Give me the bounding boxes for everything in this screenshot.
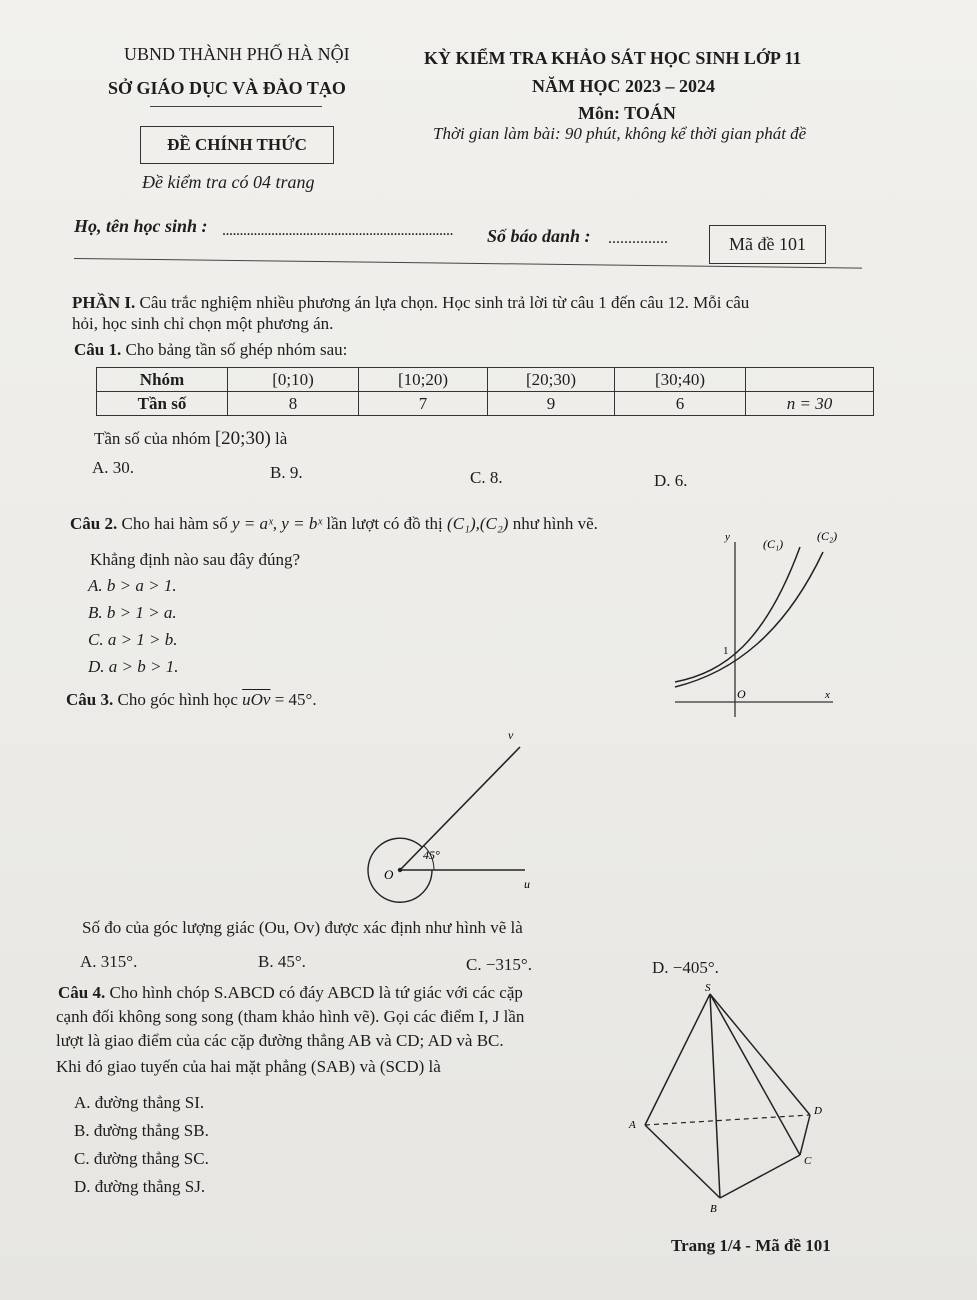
q1-question: Tần số của nhóm [20;30) là — [94, 428, 288, 449]
table-cell: Nhóm — [97, 368, 228, 392]
edge-ad-hidden — [645, 1115, 810, 1125]
one-label: 1 — [723, 645, 729, 657]
q1-option-c[interactable]: C. 8. — [470, 468, 503, 487]
subject: Môn: TOÁN — [578, 103, 676, 123]
frequency-table — [96, 367, 874, 416]
angle-label: 45° — [423, 848, 440, 862]
table-cell: 8 — [228, 392, 359, 416]
origin-point — [398, 868, 402, 872]
q2-option-c[interactable]: C. a > 1 > b. — [88, 630, 178, 649]
exponential-graph — [665, 522, 845, 722]
q4-option-b[interactable]: B. đường thẳng SB. — [74, 1121, 209, 1140]
page-footer: Trang 1/4 - Mã đề 101 — [671, 1236, 831, 1255]
candidate-number-field: ............... — [608, 230, 668, 247]
q1-option-d[interactable]: D. 6. — [654, 471, 688, 490]
table-cell: 7 — [359, 392, 488, 416]
header-underline — [150, 106, 322, 107]
q2-option-b[interactable]: B. b > 1 > a. — [88, 603, 177, 622]
part1-intro-line2: hỏi, học sinh chỉ chọn một phương án. — [72, 314, 334, 333]
q3-option-d[interactable]: D. −405°. — [652, 958, 719, 977]
school-year: NĂM HỌC 2023 – 2024 — [532, 76, 715, 96]
edge-sd — [710, 994, 810, 1115]
table-cell: Tần số — [97, 392, 228, 416]
part1-intro: PHẦN I. Câu trắc nghiệm nhiều phương án lựa chọn. Học sinh trả lời từ câu 1 đến câu 12. Mỗi câu — [72, 293, 750, 312]
q2-option-d[interactable]: D. a > b > 1. — [88, 657, 179, 676]
d-label: D — [814, 1105, 822, 1117]
q4-line-2: cạnh đối không song song (tham khảo hình vẽ). Gọi các điểm I, J lần — [56, 1007, 525, 1026]
student-name-field: .................................................................. — [222, 222, 453, 239]
q3-question: Số đo của góc lượng giác (Ou, Ov) được xác định như hình vẽ là — [82, 918, 523, 937]
edge-cd — [800, 1115, 810, 1155]
table-cell: 6 — [615, 392, 746, 416]
ray-ov — [400, 747, 520, 870]
q4-line-1: Câu 4. Cho hình chóp S.ABCD có đáy ABCD là tứ giác với các cặp — [58, 983, 523, 1002]
q4-line-3: lượt là giao điểm của các cặp đường thẳng AB và CD; AD và BC. — [56, 1031, 504, 1050]
q1-text: Câu 1. Cho bảng tần số ghép nhóm sau: — [74, 340, 348, 359]
q2-text: Câu 2. Cho hai hàm số y = aˣ, y = bˣ lần lượt có đồ thị (C₁),(C₂) như hình vẽ. — [70, 514, 598, 533]
curve-c2 — [675, 552, 823, 687]
q1-option-a[interactable]: A. 30. — [92, 458, 135, 477]
table-cell: 9 — [488, 392, 615, 416]
q3-option-c[interactable]: C. −315°. — [466, 955, 532, 974]
edge-bc — [720, 1155, 800, 1198]
a-label: A — [629, 1119, 636, 1131]
q4-line-4: Khi đó giao tuyến của hai mặt phẳng (SAB) và (SCD) là — [56, 1057, 441, 1076]
s-label: S — [705, 982, 711, 994]
b-label: B — [710, 1203, 717, 1215]
v-label: v — [508, 728, 514, 742]
edge-sb — [710, 994, 720, 1198]
student-name-label: Họ, tên học sinh : — [74, 216, 208, 236]
official-badge: ĐỀ CHÍNH THỨC — [140, 126, 334, 164]
page-count: Đề kiểm tra có 04 trang — [142, 172, 315, 192]
table-cell: n = 30 — [746, 392, 874, 416]
education-office: SỞ GIÁO DỤC VÀ ĐÀO TẠO — [108, 78, 346, 98]
table-cell: [30;40) — [615, 368, 746, 392]
q3-option-a[interactable]: A. 315°. — [80, 952, 138, 971]
u-label: u — [524, 877, 530, 891]
q4-option-a[interactable]: A. đường thẳng SI. — [74, 1093, 205, 1112]
c-label: C — [804, 1155, 812, 1167]
y-axis-label: y — [725, 531, 730, 543]
q4-option-d[interactable]: D. đường thẳng SJ. — [74, 1177, 206, 1196]
exam-code-badge: Mã đề 101 — [709, 225, 826, 264]
edge-sc — [710, 994, 800, 1155]
c2-label: (C₂) — [817, 529, 838, 543]
department-name: UBND THÀNH PHỐ HÀ NỘI — [124, 44, 350, 64]
table-cell — [746, 368, 874, 392]
pyramid-figure — [625, 980, 835, 1220]
c1-label: (C₁) — [763, 537, 784, 551]
table-cell: [20;30) — [488, 368, 615, 392]
q4-option-c[interactable]: C. đường thẳng SC. — [74, 1149, 209, 1168]
angle-figure — [360, 725, 560, 905]
edge-sa — [645, 994, 710, 1125]
q3-option-b[interactable]: B. 45°. — [258, 952, 306, 971]
time-note: Thời gian làm bài: 90 phút, không kể thời gian phát đề — [433, 124, 807, 143]
x-axis-label: x — [825, 689, 830, 701]
table-row — [97, 392, 874, 416]
origin-label: O — [737, 687, 746, 701]
table-row — [97, 368, 874, 392]
exam-title: KỲ KIỂM TRA KHẢO SÁT HỌC SINH LỚP 11 — [424, 48, 802, 68]
table-cell: [10;20) — [359, 368, 488, 392]
q1-option-b[interactable]: B. 9. — [270, 463, 303, 482]
q2-option-a[interactable]: A. b > a > 1. — [88, 576, 177, 595]
table-cell: [0;10) — [228, 368, 359, 392]
q2-prompt: Khẳng định nào sau đây đúng? — [90, 550, 301, 569]
edge-ab — [645, 1125, 720, 1198]
q3-text: Câu 3. Cho góc hình học $\overline{uOv} = 45^\circ$. — [66, 690, 317, 709]
o-label: O — [384, 867, 394, 882]
candidate-number-label: Số báo danh : — [487, 226, 591, 246]
curve-c1 — [675, 547, 800, 682]
